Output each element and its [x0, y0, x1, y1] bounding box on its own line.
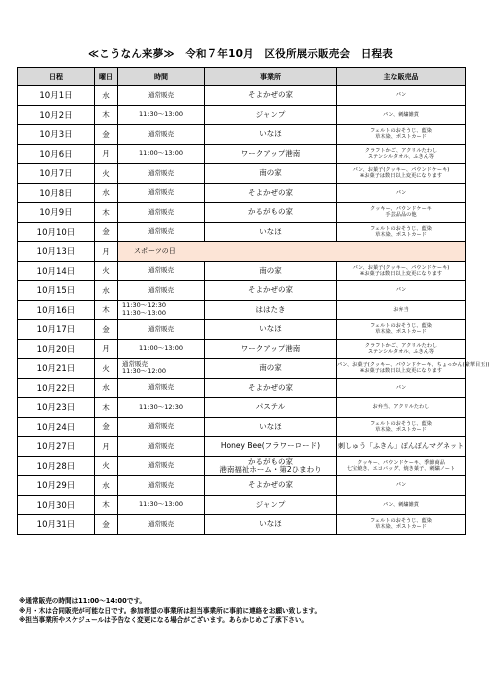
- cell-goods-line: ステンシルタオル、ふきん等: [367, 153, 435, 160]
- schedule-table: [17, 67, 489, 535]
- cell-time: [118, 456, 205, 476]
- cell-goods-line: 草木染、ポストカード: [375, 426, 427, 433]
- cell-goods: [337, 203, 466, 223]
- cell-time-line: 11:30～12:30: [139, 402, 183, 411]
- cell-time-line: 通常販売: [148, 324, 174, 333]
- cell-time: [118, 164, 205, 184]
- cell-time: [118, 300, 205, 320]
- cell-date: 10月31日: [18, 515, 95, 535]
- cell-venue-line: ジャンプ: [255, 109, 286, 119]
- table-row: [18, 456, 466, 476]
- cell-venue-line: そよかぜの家: [248, 90, 293, 100]
- cell-time: [118, 203, 205, 223]
- note-line: ※月・木は合同販売が可能な日です。参加希望の事業所は担当事業所に事前に連絡をお願い致します。: [19, 606, 322, 615]
- cell-goods: [337, 105, 466, 125]
- cell-time: [118, 320, 205, 340]
- cell-goods: [337, 359, 489, 379]
- cell-venue: [205, 495, 337, 515]
- cell-dow: 金: [95, 125, 118, 145]
- cell-time-line: 通常販売: [148, 480, 174, 489]
- cell-goods: [337, 417, 466, 437]
- cell-venue-line: 南の家: [259, 363, 282, 373]
- table-row: [18, 378, 466, 398]
- cell-venue-line: いなほ: [259, 324, 282, 334]
- table-row: [18, 339, 466, 359]
- cell-goods-line: フェルトのおそうじ、藍染: [370, 420, 432, 427]
- cell-date: 10月9日: [18, 203, 95, 223]
- cell-time-line: 通常販売: [148, 441, 174, 450]
- cell-goods: [337, 495, 466, 515]
- cell-venue: [205, 222, 337, 242]
- cell-goods-line: ※お菓子は数日以上変更になります: [359, 173, 443, 180]
- cell-goods-line: パン: [395, 92, 407, 99]
- cell-venue: [205, 261, 337, 281]
- table-row: [18, 242, 466, 262]
- cell-goods: [337, 320, 466, 340]
- cell-dow: 水: [95, 378, 118, 398]
- cell-time: [118, 378, 205, 398]
- cell-time: [118, 417, 205, 437]
- cell-goods-line: パン、刺繍雑貨: [383, 501, 419, 508]
- cell-goods-line: パン: [395, 189, 407, 196]
- cell-time: [118, 261, 205, 281]
- cell-time-line: 11:30～13:00: [139, 500, 183, 509]
- header-date: 日程: [18, 68, 95, 86]
- cell-venue: [205, 300, 337, 320]
- cell-goods: [337, 437, 466, 457]
- table-row: [18, 359, 466, 379]
- table-row: [18, 417, 466, 437]
- table-row: [18, 476, 466, 496]
- cell-dow: 月: [95, 437, 118, 457]
- cell-venue-line: いなほ: [259, 519, 282, 529]
- cell-time: [118, 281, 205, 301]
- cell-time-line: 通常販売: [148, 383, 174, 392]
- cell-goods-line: クッキー、パウンドケーキ: [370, 206, 432, 213]
- note-line: ※通常販売の時間は11:00～14:00です。: [19, 597, 146, 605]
- cell-venue-line: かるがもの家: [248, 456, 293, 466]
- cell-venue-line: いなほ: [259, 421, 282, 431]
- table-row: [18, 222, 466, 242]
- cell-venue-line: 南の家: [259, 265, 282, 275]
- table-row: [18, 105, 466, 125]
- cell-venue: [205, 456, 337, 476]
- table-row: [18, 164, 466, 184]
- note-line: ※担当事業所やスケジュールは予告なく変更になる場合がございます。あらかじめご了承下さい。: [19, 616, 309, 625]
- table-row: [18, 437, 466, 457]
- cell-venue: [205, 378, 337, 398]
- table-row: [18, 515, 466, 535]
- cell-venue: [205, 125, 337, 145]
- cell-time-line: 11:00～13:00: [139, 149, 183, 158]
- cell-goods: [337, 183, 466, 203]
- cell-goods-line: お弁当: [393, 306, 409, 313]
- cell-venue-line: いなほ: [259, 226, 282, 236]
- cell-goods: [337, 398, 466, 418]
- cell-goods-line: クッキー、パウンドケーキ、季節商品: [357, 459, 445, 466]
- table-row: [18, 144, 466, 164]
- cell-dow: 火: [95, 359, 118, 379]
- cell-venue-line: そよかぜの家: [248, 187, 293, 197]
- cell-time: [118, 476, 205, 496]
- cell-venue-line: ワークアップ港南: [240, 343, 301, 353]
- cell-goods-line: 草木染、ポストカード: [375, 134, 427, 141]
- cell-time: [118, 437, 205, 457]
- table-row: [18, 261, 466, 281]
- cell-goods-line: ※お菓子は数日以上変更になります: [359, 368, 443, 375]
- cell-holiday: スポーツの日: [118, 242, 466, 262]
- cell-date: 10月2日: [18, 105, 95, 125]
- cell-goods: [337, 125, 466, 145]
- cell-goods-line: パン: [395, 482, 407, 489]
- cell-time-line: 通常販売: [148, 285, 174, 294]
- cell-goods-line: 刺しゅう「ふきん」ぽんぽんマグネット: [338, 442, 464, 451]
- cell-goods: [337, 281, 466, 301]
- cell-venue-line: Honey Bee(フラワーロード): [220, 441, 321, 451]
- table-header-row: [18, 68, 466, 86]
- cell-goods: [337, 378, 466, 398]
- cell-goods: [337, 144, 466, 164]
- cell-time: [118, 144, 205, 164]
- cell-dow: 水: [95, 476, 118, 496]
- cell-goods: [337, 86, 466, 106]
- cell-date: 10月24日: [18, 417, 95, 437]
- cell-date: 10月30日: [18, 495, 95, 515]
- cell-time-line: 通常販売: [148, 90, 174, 99]
- cell-time-line: 通常販売: [148, 227, 174, 236]
- cell-venue: [205, 515, 337, 535]
- cell-goods: [337, 261, 466, 281]
- cell-date: 10月29日: [18, 476, 95, 496]
- cell-dow: 月: [95, 242, 118, 262]
- cell-venue-line: 南の家: [259, 168, 282, 178]
- header-time: 時間: [118, 68, 205, 86]
- cell-date: 10月3日: [18, 125, 95, 145]
- cell-venue: [205, 105, 337, 125]
- header-dow: 曜日: [95, 68, 118, 86]
- cell-dow: 月: [95, 339, 118, 359]
- table-row: [18, 183, 466, 203]
- cell-time: [118, 125, 205, 145]
- cell-date: 10月6日: [18, 144, 95, 164]
- cell-date: 10月27日: [18, 437, 95, 457]
- cell-time-line: 11:00～13:00: [139, 344, 183, 353]
- cell-date: 10月1日: [18, 86, 95, 106]
- cell-venue-line: そよかぜの家: [248, 480, 293, 490]
- cell-goods-line: フェルトのおそうじ、藍染: [370, 225, 432, 232]
- cell-date: 10月20日: [18, 339, 95, 359]
- cell-goods: [337, 515, 466, 535]
- cell-time-line: 通常販売: [148, 519, 174, 528]
- cell-time-line: 通常販売: [148, 422, 174, 431]
- cell-dow: 金: [95, 515, 118, 535]
- cell-dow: 金: [95, 320, 118, 340]
- cell-date: 10月21日: [18, 359, 95, 379]
- cell-time: [118, 359, 205, 379]
- cell-dow: 木: [95, 398, 118, 418]
- cell-dow: 水: [95, 86, 118, 106]
- cell-goods: [337, 456, 466, 476]
- cell-goods-line: パン: [395, 287, 407, 294]
- cell-goods-line: 草木染、ポストカード: [375, 329, 427, 336]
- cell-goods-line: 七宝焼き、エコバッグ、焼き菓子、刺繍ノート: [346, 465, 456, 472]
- cell-date: 10月16日: [18, 300, 95, 320]
- notes: [19, 597, 469, 626]
- cell-venue: [205, 203, 337, 223]
- cell-venue: [205, 281, 337, 301]
- cell-goods-line: お弁当、アクリルたわし: [372, 404, 430, 411]
- cell-date: 10月22日: [18, 378, 95, 398]
- cell-goods: [337, 339, 466, 359]
- cell-goods-line: フェルトのおそうじ、藍染: [370, 323, 432, 330]
- cell-dow: 月: [95, 144, 118, 164]
- cell-venue: [205, 476, 337, 496]
- cell-dow: 木: [95, 105, 118, 125]
- header-goods: 主な販売品: [337, 68, 466, 86]
- table-row: [18, 320, 466, 340]
- cell-dow: 火: [95, 261, 118, 281]
- cell-venue-line: パステル: [255, 402, 286, 412]
- cell-time-line: 11:30～12:00: [122, 367, 166, 376]
- cell-dow: 火: [95, 164, 118, 184]
- table-row: [18, 398, 466, 418]
- cell-goods-line: パン: [395, 384, 407, 391]
- cell-goods-line: クラフトかご、アクリルたわし: [364, 342, 438, 349]
- cell-time-line: 11:30～13:00: [139, 110, 183, 119]
- cell-goods-line: パン、お菓子(クッキー、パウンドケーキ): [352, 167, 450, 174]
- cell-venue: [205, 359, 337, 379]
- cell-goods-line: パン、お菓子(クッキー、パウンドケーキ、ちょっかん(豪華目玉)): [337, 362, 489, 369]
- cell-venue-line: ワークアップ港南: [240, 148, 301, 158]
- cell-time: [118, 222, 205, 242]
- cell-time: [118, 86, 205, 106]
- cell-goods-line: フェルトのおそうじ、藍染: [370, 518, 432, 525]
- cell-goods-line: 草木染、ポストカード: [375, 524, 427, 531]
- cell-venue-line: そよかぜの家: [248, 285, 293, 295]
- cell-time-line: 通常販売: [148, 461, 174, 470]
- cell-goods-line: パン、刺繍雑貨: [383, 111, 419, 118]
- cell-time-line: 通常販売: [148, 207, 174, 216]
- cell-time: [118, 339, 205, 359]
- cell-dow: 金: [95, 417, 118, 437]
- schedule-body: [18, 86, 489, 535]
- cell-venue: [205, 398, 337, 418]
- cell-venue-line: いなほ: [259, 129, 282, 139]
- cell-goods-line: パン、お菓子(クッキー、パウンドケーキ): [352, 264, 450, 271]
- cell-venue: [205, 164, 337, 184]
- cell-date: 10月28日: [18, 456, 95, 476]
- cell-time-line: 通常販売: [148, 129, 174, 138]
- table-row: [18, 495, 466, 515]
- cell-time-line: 11:30～12:30: [122, 301, 166, 310]
- cell-date: 10月8日: [18, 183, 95, 203]
- cell-time-line: 11:30～13:00: [122, 308, 166, 317]
- cell-date: 10月13日: [18, 242, 95, 262]
- cell-venue: [205, 144, 337, 164]
- cell-goods: [337, 164, 466, 184]
- cell-time-line: 通常販売: [148, 266, 174, 275]
- page-title: ≪こうなん来夢≫ 令和７年10月 区役所展示販売会 日程表: [88, 48, 393, 60]
- cell-date: 10月10日: [18, 222, 95, 242]
- cell-goods-line: ※お菓子は数日以上変更になります: [359, 270, 443, 277]
- cell-time-line: 通常販売: [122, 359, 148, 368]
- cell-date: 10月14日: [18, 261, 95, 281]
- cell-dow: 水: [95, 281, 118, 301]
- cell-date: 10月23日: [18, 398, 95, 418]
- cell-dow: 水: [95, 183, 118, 203]
- cell-venue: [205, 320, 337, 340]
- cell-dow: 金: [95, 222, 118, 242]
- cell-dow: 木: [95, 203, 118, 223]
- cell-goods-line: ステンシルタオル、ふきん等: [367, 348, 435, 355]
- cell-dow: 火: [95, 456, 118, 476]
- cell-time-line: 通常販売: [148, 168, 174, 177]
- table-row: [18, 203, 466, 223]
- cell-venue: [205, 339, 337, 359]
- cell-time-line: 通常販売: [148, 188, 174, 197]
- cell-time: [118, 398, 205, 418]
- cell-time: [118, 495, 205, 515]
- cell-venue: [205, 183, 337, 203]
- cell-venue: [205, 86, 337, 106]
- cell-date: 10月7日: [18, 164, 95, 184]
- cell-date: 10月17日: [18, 320, 95, 340]
- cell-venue: [205, 417, 337, 437]
- table-row: [18, 86, 466, 106]
- cell-goods-line: クラフトかご、アクリルたわし: [364, 147, 438, 154]
- cell-venue-line: そよかぜの家: [248, 382, 293, 392]
- cell-goods: [337, 300, 466, 320]
- cell-venue-line: かるがもの家: [248, 207, 293, 217]
- cell-goods: [337, 476, 466, 496]
- cell-venue-line: 港南福祉ホーム・第2ひまわり: [219, 464, 322, 474]
- cell-goods-line: フェルトのおそうじ、藍染: [370, 128, 432, 135]
- cell-time: [118, 183, 205, 203]
- cell-venue-line: ジャンプ: [255, 499, 286, 509]
- cell-venue: [205, 437, 337, 457]
- cell-goods-line: 草木染、ポストカード: [375, 231, 427, 238]
- cell-time: [118, 105, 205, 125]
- table-row: [18, 281, 466, 301]
- cell-goods-line: 手芸品品の他: [385, 212, 417, 219]
- cell-time: [118, 515, 205, 535]
- cell-goods: [337, 222, 466, 242]
- header-venue: 事業所: [205, 68, 337, 86]
- cell-dow: 木: [95, 495, 118, 515]
- cell-dow: 木: [95, 300, 118, 320]
- table-row: [18, 300, 466, 320]
- cell-venue-line: ははたき: [255, 304, 286, 314]
- table-row: [18, 125, 466, 145]
- cell-date: 10月15日: [18, 281, 95, 301]
